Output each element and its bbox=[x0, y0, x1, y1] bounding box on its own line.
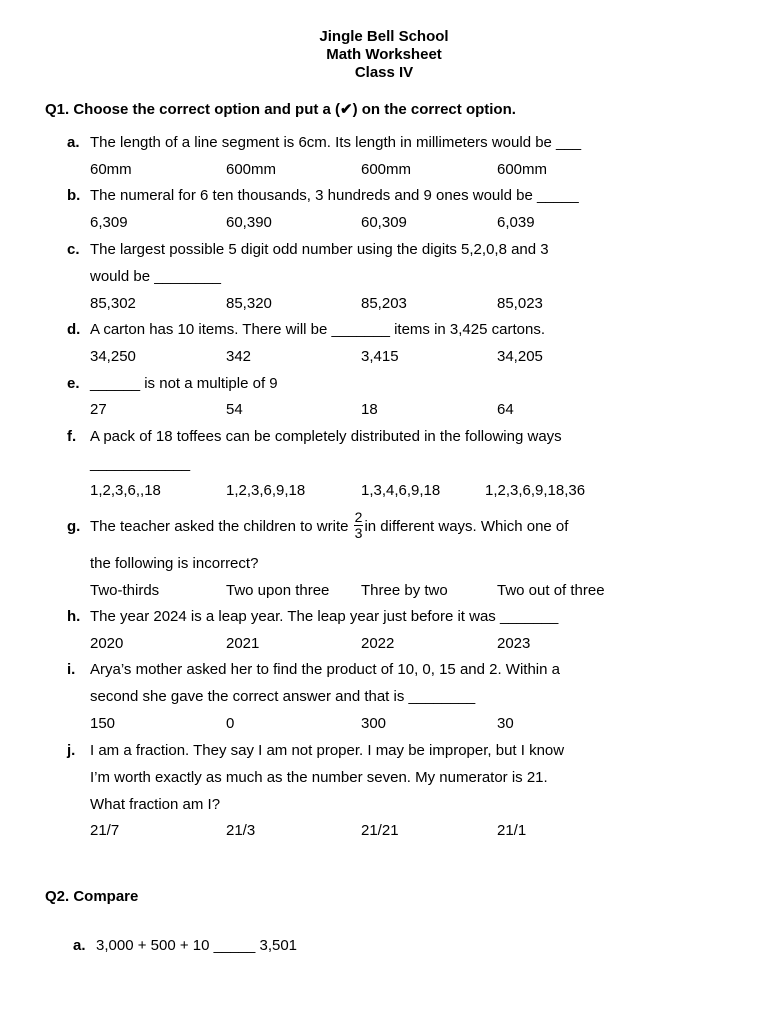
q1j-option-4: 21/1 bbox=[497, 822, 527, 839]
q2-title: Q2. Compare bbox=[45, 888, 139, 905]
q1i-question: Arya’s mother asked her to find the product of 10, 0, 15 and 2. Within a bbox=[90, 661, 560, 678]
q1b-question: The numeral for 6 ten thousands, 3 hundreds and 9 ones would be _____ bbox=[90, 187, 579, 204]
q1f-question: A pack of 18 toffees can be completely distributed in the following ways bbox=[90, 428, 562, 445]
q1b-letter: b. bbox=[67, 187, 81, 204]
q1a-option-1: 60mm bbox=[90, 161, 132, 178]
q1f-option-1: 1,2,3,6,,18 bbox=[90, 482, 161, 499]
worksheet-title: Math Worksheet bbox=[326, 46, 442, 63]
q1a-question: The length of a line segment is 6cm. Its length in millimeters would be ___ bbox=[90, 134, 582, 151]
q1j-option-3: 21/21 bbox=[361, 822, 399, 839]
q1c-letter: c. bbox=[67, 241, 80, 258]
q1b-option-2: 60,390 bbox=[226, 214, 272, 231]
q1d-option-2: 342 bbox=[226, 348, 252, 365]
q1c-question: The largest possible 5 digit odd number using the digits 5,2,0,8 and 3 bbox=[90, 241, 549, 258]
q1f-option-4: 1,2,3,6,9,18,36 bbox=[485, 482, 586, 499]
q1d-letter: d. bbox=[67, 321, 81, 338]
q1c-question-line2: would be ________ bbox=[90, 268, 221, 285]
q1e-option-2: 54 bbox=[226, 401, 243, 418]
school-name: Jingle Bell School bbox=[319, 28, 449, 45]
q1j-question-line2: I’m worth exactly as much as the number seven. My numerator is 21. bbox=[90, 769, 548, 786]
q1f-question-line2: ____________ bbox=[90, 455, 191, 472]
q1c-option-2: 85,320 bbox=[226, 295, 272, 312]
q1i-option-2: 0 bbox=[226, 715, 235, 732]
q1i-option-3: 300 bbox=[361, 715, 387, 732]
q1e-letter: e. bbox=[67, 375, 80, 392]
q1a-option-2: 600mm bbox=[226, 161, 277, 178]
q1f-letter: f. bbox=[67, 428, 77, 445]
q1b-option-1: 6,309 bbox=[90, 214, 128, 231]
q1d-option-3: 3,415 bbox=[361, 348, 399, 365]
q1c-option-3: 85,203 bbox=[361, 295, 407, 312]
q1a-letter: a. bbox=[67, 134, 80, 151]
q1i-option-4: 30 bbox=[497, 715, 514, 732]
q1d-question: A carton has 10 items. There will be _______ items in 3,425 cartons. bbox=[90, 321, 545, 338]
q1g-question bbox=[90, 510, 568, 544]
q1j-option-1: 21/7 bbox=[90, 822, 120, 839]
q1j-question-line3: What fraction am I? bbox=[90, 796, 221, 813]
q2a-letter: a. bbox=[73, 937, 86, 954]
q1i-letter: i. bbox=[67, 661, 76, 678]
q1d-option-4: 34,205 bbox=[497, 348, 543, 365]
q1g-question-line2: the following is incorrect? bbox=[90, 555, 259, 572]
q1f-option-2: 1,2,3,6,9,18 bbox=[226, 482, 306, 499]
q1g-letter: g. bbox=[67, 518, 81, 535]
q1g-question-pre: The teacher asked the children to write bbox=[90, 518, 353, 535]
q1c-option-4: 85,023 bbox=[497, 295, 543, 312]
class-label: Class IV bbox=[354, 64, 414, 81]
q1g-option-1: Two-thirds bbox=[90, 582, 160, 599]
q1h-option-3: 2022 bbox=[361, 635, 395, 652]
q1h-letter: h. bbox=[67, 608, 81, 625]
q1a-option-4: 600mm bbox=[497, 161, 548, 178]
q1a-option-3: 600mm bbox=[361, 161, 412, 178]
q1b-option-4: 6,039 bbox=[497, 214, 535, 231]
q2a-question: 3,000 + 500 + 10 _____ 3,501 bbox=[96, 937, 298, 954]
fraction-denominator: 3 bbox=[354, 524, 363, 541]
q1h-question: The year 2024 is a leap year. The leap year just before it was _______ bbox=[90, 608, 559, 625]
q1g-option-3: Three by two bbox=[361, 582, 448, 599]
q1h-option-1: 2020 bbox=[90, 635, 124, 652]
q1h-option-4: 2023 bbox=[497, 635, 531, 652]
fraction-two-thirds bbox=[354, 510, 364, 541]
q1g-option-2: Two upon three bbox=[226, 582, 330, 599]
q1e-option-3: 18 bbox=[361, 401, 378, 418]
q1j-letter: j. bbox=[67, 742, 76, 759]
q1g-question-post: in different ways. Which one of bbox=[364, 518, 569, 535]
q1f-option-3: 1,3,4,6,9,18 bbox=[361, 482, 441, 499]
q1c-option-1: 85,302 bbox=[90, 295, 136, 312]
q1e-option-1: 27 bbox=[90, 401, 107, 418]
q1g-option-4: Two out of three bbox=[497, 582, 605, 599]
q1-title: Q1. Choose the correct option and put a (✔) on the correct option. bbox=[45, 101, 516, 118]
q1j-question: I am a fraction. They say I am not proper. I may be improper, but I know bbox=[90, 742, 565, 759]
q1i-option-1: 150 bbox=[90, 715, 116, 732]
q1e-question: ______ is not a multiple of 9 bbox=[90, 375, 278, 392]
q1b-option-3: 60,309 bbox=[361, 214, 407, 231]
worksheet-header bbox=[0, 28, 768, 82]
fraction-numerator: 2 bbox=[354, 508, 363, 525]
q1h-option-2: 2021 bbox=[226, 635, 260, 652]
q1i-question-line2: second she gave the correct answer and that is ________ bbox=[90, 688, 476, 705]
q1e-option-4: 64 bbox=[497, 401, 514, 418]
q1d-option-1: 34,250 bbox=[90, 348, 136, 365]
q1j-option-2: 21/3 bbox=[226, 822, 256, 839]
